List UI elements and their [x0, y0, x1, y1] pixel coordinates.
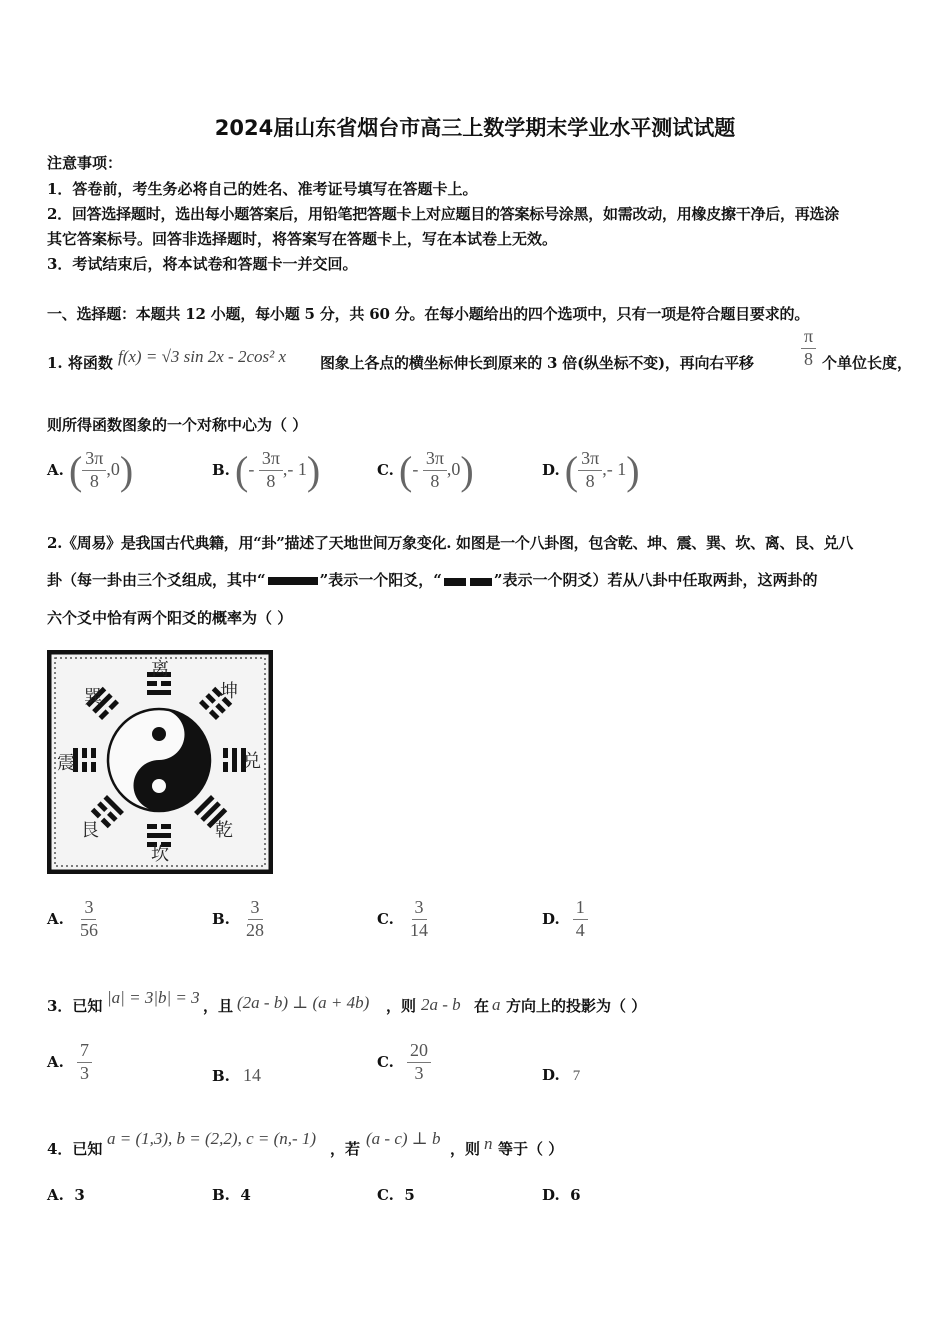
- q4-condition: (a - c) ⊥ b: [366, 1129, 441, 1148]
- notice-item-1: 1．答卷前，考生务必将自己的姓名、准考证号填写在答题卡上。: [47, 180, 478, 198]
- q1-option-a[interactable]: A. ( $\frac{3\pi}{8}$ ,0): [47, 448, 134, 493]
- q3-option-c[interactable]: C. $\frac{20}{3}$: [377, 1041, 431, 1084]
- q3-suffix: 方向上的投影为（ ）: [506, 997, 647, 1015]
- notice-item-3: 3．考试结束后，将本试卷和答题卡一并交回。: [47, 255, 358, 273]
- q3-mid-2: ，则: [386, 997, 417, 1015]
- q1-shift-fraction: $\frac{\pi}{8}$: [801, 327, 816, 370]
- q1-prefix: 1. 将函数: [47, 354, 113, 372]
- trigram-label-kan: 坎: [151, 844, 169, 865]
- notice-heading: 注意事项：: [47, 154, 123, 172]
- trigram-label-kun: 坤: [220, 681, 238, 702]
- q1-middle: 图象上各点的横坐标伸长到原来的 3 倍(纵坐标不变)，再向右平移: [320, 354, 754, 372]
- q4-option-c[interactable]: C. 5: [377, 1186, 415, 1204]
- yin-line-icon: [444, 572, 492, 590]
- q2-option-a[interactable]: A. $\frac{3}{56}$: [47, 897, 98, 940]
- q2-line2: 卦（每一卦由三个爻组成，其中“ ”表示一个阳爻，“ ”表示一个阴爻）若从八卦中任取两卦，这两卦的: [47, 571, 818, 589]
- q3-option-d[interactable]: D. 7: [542, 1066, 581, 1084]
- q4-option-a[interactable]: A. 3: [47, 1186, 85, 1204]
- q4-prefix: 4．已知: [47, 1140, 103, 1158]
- trigram-label-zhen: 震: [57, 753, 75, 774]
- q3-expression: 2a - b: [421, 995, 461, 1014]
- notice-item-2: 2．回答选择题时，选出每小题答案后，用铅笔把答题卡上对应题目的答案标号涂黑，如需改动，用橡皮擦干净后，再选涂: [47, 205, 839, 223]
- q4-suffix: 等于（ ）: [498, 1140, 564, 1158]
- q1-formula: f(x) = √3 sin 2x - 2cos² x: [118, 347, 286, 366]
- q1-option-d[interactable]: D. ( $\frac{3\pi}{8}$ ,- 1): [542, 448, 640, 493]
- q2-option-b[interactable]: B. $\frac{3}{28}$: [212, 897, 264, 940]
- q3-mid-3: 在: [474, 997, 490, 1015]
- q2-line3: 六个爻中恰有两个阳爻的概率为（ ）: [47, 609, 293, 627]
- q3-condition-2: (2a - b) ⊥ (a + 4b): [237, 993, 370, 1012]
- bagua-figure: [47, 650, 273, 874]
- q1-option-c[interactable]: C. (- $\frac{3\pi}{8}$ ,0): [377, 448, 474, 493]
- q4-variable: n: [484, 1134, 493, 1153]
- yin-yang-icon: [108, 709, 210, 811]
- yang-line-icon: [268, 577, 318, 585]
- q3-option-b[interactable]: B. 14: [212, 1065, 261, 1085]
- trigram-label-qian: 乾: [215, 820, 233, 841]
- q1-option-b[interactable]: B. (- $\frac{3\pi}{8}$ ,- 1): [212, 448, 321, 493]
- q4-option-b[interactable]: B. 4: [212, 1186, 251, 1204]
- q3-mid-1: ，且: [203, 997, 234, 1015]
- q3-option-a[interactable]: A. $\frac{7}{3}$: [47, 1041, 92, 1084]
- notice-item-2-cont: 其它答案标号。回答非选择题时，将答案写在答题卡上，写在本试卷上无效。: [47, 230, 558, 248]
- q2-line1: 2.《周易》是我国古代典籍，用“卦”描述了天地世间万象变化. 如图是一个八卦图，包含乾、坤、震、巽、坎、离、艮、兑八: [47, 534, 853, 552]
- q1-suffix: 个单位长度，: [822, 354, 913, 372]
- q4-mid-2: ，则: [450, 1140, 481, 1158]
- q3-vector: a: [492, 995, 501, 1014]
- q2-option-c[interactable]: C. $\frac{3}{14}$: [377, 897, 428, 940]
- trigram-label-dui: 兑: [243, 751, 261, 772]
- q3-condition-1: |a| = 3|b| = 3: [107, 988, 200, 1007]
- trigram-label-xun: 巽: [84, 687, 102, 708]
- q1-line2: 则所得函数图象的一个对称中心为（ ）: [47, 416, 308, 434]
- q4-mid-1: ，若: [330, 1140, 361, 1158]
- q2-option-d[interactable]: D. $\frac{1}{4}$: [542, 898, 588, 941]
- page-title: 2024届山东省烟台市高三上数学期末学业水平测试试题: [214, 116, 736, 140]
- q4-vectors: a = (1,3), b = (2,2), c = (n,- 1): [107, 1129, 317, 1148]
- q4-option-d[interactable]: D. 6: [542, 1186, 581, 1204]
- trigram-label-gen: 艮: [81, 820, 99, 841]
- trigram-label-li: 离: [151, 659, 169, 680]
- q3-prefix: 3．已知: [47, 997, 103, 1015]
- section-heading: 一、选择题：本题共 12 小题，每小题 5 分，共 60 分。在每小题给出的四个选项中，只有一项是符合题目要求的。: [47, 305, 810, 323]
